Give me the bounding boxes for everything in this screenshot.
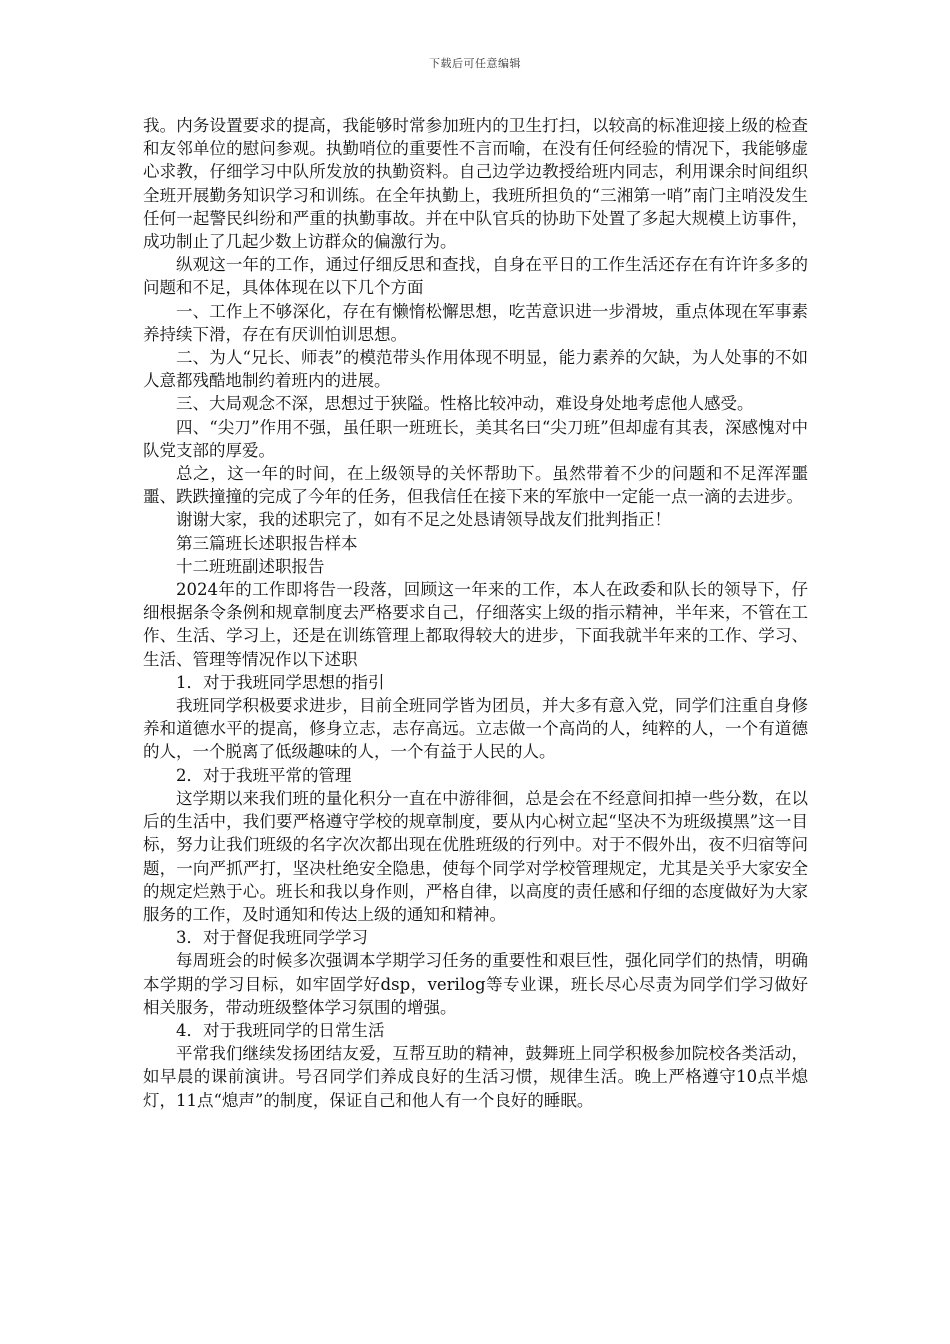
document-body (143, 114, 808, 1112)
page-header: 下载后可任意编辑 (429, 57, 521, 70)
section-heading: 第三篇班长述职报告样本 (176, 533, 358, 553)
paragraph: 我。内务设置要求的提高，我能够时常参加班内的卫生打扫，以较高的标准迎接上级的检查和友邻单位的慰问参观。执勤哨位的重要性不言而喻，在没有任何经验的情况下，我能够虚心求教，仔细学习中队所发放的执勤资料。自己边学边教授给班内同志，利用课余时间组织全班开展勤务知识学习和训练。在全年执勤上，我班所担负的“三湘第一哨”南门主哨没发生任何一起警民纠纷和严重的执勤事故。并在中队官兵的协助下处置了多起大规模上访事件，成功制止了几起少数上访群众的偏激行为。 (143, 116, 808, 252)
item-heading: 4．对于我班同学的日常生活 (176, 1020, 385, 1040)
paragraph: 每周班会的时候多次强调本学期学习任务的重要性和艰巨性，强化同学们的热情，明确本学期的学习目标，如牢固学好dsp，verilog等专业课，班长尽心尽责为同学们学习做好相关服务，带动班级整体学习氛围的增强。 (143, 951, 808, 1017)
paragraph: 二、为人“兄长、师表”的模范带头作用体现不明显，能力素养的欠缺，为人处事的不如人意都残酷地制约着班内的进展。 (143, 348, 808, 391)
paragraph: 三、大局观念不深，思想过于狭隘。性格比较冲动，难设身处地考虑他人感受。 (176, 394, 754, 414)
paragraph: 四、“尖刀”作用不强，虽任职一班班长，美其名曰“尖刀班”但却虚有其表，深感愧对中队党支部的厚爱。 (143, 417, 808, 460)
paragraph: 我班同学积极要求进步，目前全班同学皆为团员，并大多有意入党，同学们注重自身修养和道德水平的提高，修身立志，志存高远。立志做一个高尚的人，纯粹的人，一个有道德的人，一个脱离了低级趣味的人，一个有益于人民的人。 (143, 696, 808, 762)
paragraph: 纵观这一年的工作，通过仔细反思和查找，自身在平日的工作生活还存在有许许多多的问题和不足，具体体现在以下几个方面 (143, 255, 808, 298)
item-heading: 1．对于我班同学思想的指引 (176, 672, 385, 692)
paragraph: 平常我们继续发扬团结友爱，互帮互助的精神，鼓舞班上同学积极参加院校各类活动，如早晨的课前演讲。号召同学们养成良好的生活习惯，规律生活。晚上严格遵守10点半熄灯，11点“熄声”的制度，保证自己和他人有一个良好的睡眠。 (143, 1044, 808, 1110)
paragraph: 2024年的工作即将告一段落，回顾这一年来的工作，本人在政委和队长的领导下，仔细根据条令条例和规章制度去严格要求自己，仔细落实上级的指示精神，半年来，不管在工作、生活、学习上，还是在训练管理上都取得较大的进步，下面我就半年来的工作、学习、生活、管理等情况作以下述职 (143, 580, 808, 669)
paragraph: 总之，这一年的时间，在上级领导的关怀帮助下。虽然带着不少的问题和不足浑浑噩噩、跌跌撞撞的完成了今年的任务，但我信任在接下来的军旅中一定能一点一滴的去进步。 (143, 464, 808, 507)
item-heading: 3．对于督促我班同学学习 (176, 928, 368, 948)
paragraph: 谢谢大家，我的述职完了，如有不足之处恳请领导战友们批判指正！ (176, 510, 671, 530)
paragraph: 一、工作上不够深化，存在有懒惰松懈思想，吃苦意识进一步滑坡，重点体现在军事素养持续下滑，存在有厌训怕训思想。 (143, 301, 808, 344)
report-title: 十二班班副述职报告 (176, 556, 325, 576)
item-heading: 2．对于我班平常的管理 (176, 765, 352, 785)
paragraph: 这学期以来我们班的量化积分一直在中游徘徊，总是会在不经意间扣掉一些分数，在以后的生活中，我们要严格遵守学校的规章制度，要从内心树立起“坚决不为班级摸黑”这一目标，努力让我们班级的名字次次都出现在优胜班级的行列中。对于不假外出，夜不归宿等问题，一向严抓严打，坚决杜绝安全隐患，使每个同学对学校管理规定，尤其是关乎大家安全的规定烂熟于心。班长和我以身作则，严格自律，以高度的责任感和仔细的态度做好为大家服务的工作，及时通知和传达上级的通知和精神。 (143, 788, 808, 924)
